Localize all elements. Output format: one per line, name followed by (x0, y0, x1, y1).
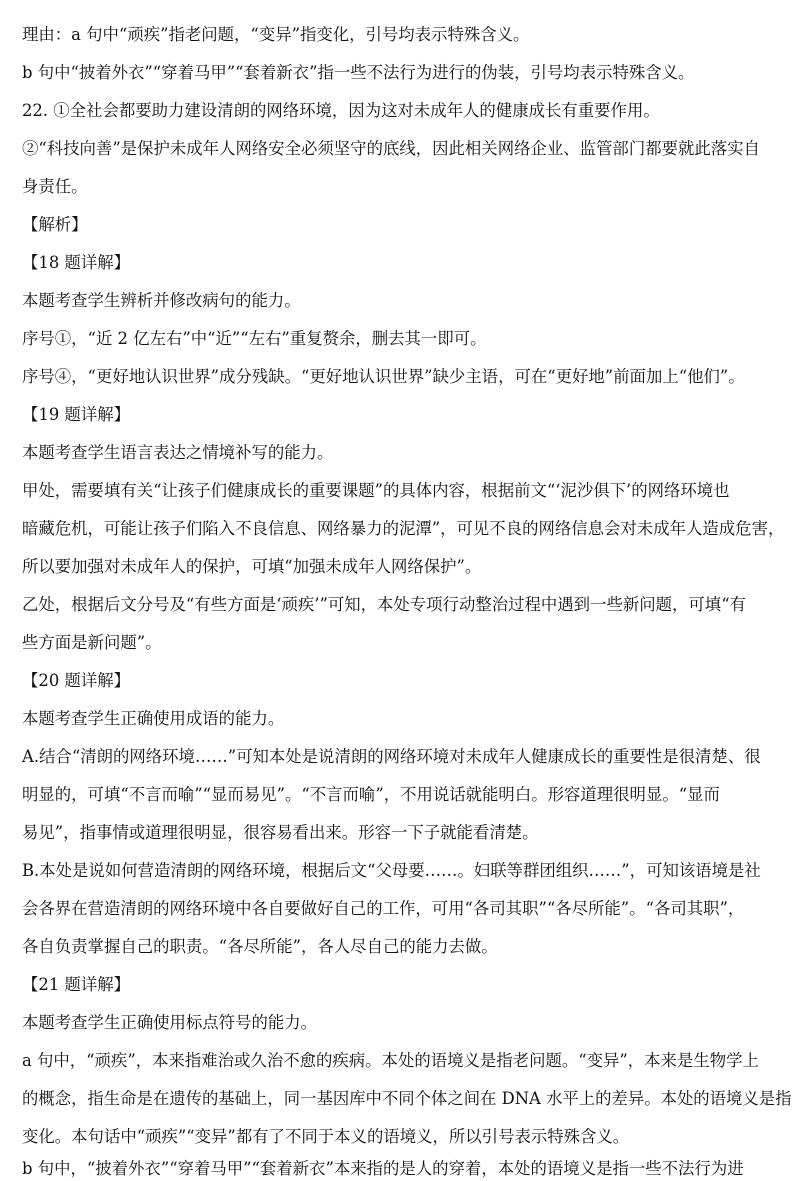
text-line: b 句中，“披着外衣”“穿着马甲”“套着新衣”本来指的是人的穿着，本处的语境义是指一些不法行为进 (22, 1159, 744, 1178)
text-line: 甲处，需要填有关“让孩子们健康成长的重要课题”的具体内容，根据前文“‘泥沙俱下’的网络环境也 (22, 481, 730, 500)
text-line: 序号④，“更好地认识世界”成分残缺。“更好地认识世界”缺少主语，可在“更好地”前面加上“他们”。 (22, 367, 745, 386)
text-line: 本题考查学生语言表达之情境补写的能力。 (22, 443, 334, 462)
text-line: A.结合“清朗的网络环境……”可知本处是说清朗的网络环境对未成年人健康成长的重要性是很清楚、很 (22, 747, 761, 766)
text-line: 易见”，指事情或道理很明显，很容易看出来。形容一下子就能看清楚。 (22, 823, 539, 842)
text-line: 明显的，可填“不言而喻”“显而易见”。“不言而喻”，不用说话就能明白。形容道理很明显。“显而 (22, 785, 720, 804)
text-line: 的概念，指生命是在遗传的基础上，同一基因库中不同个体之间在 DNA 水平上的差异。本处的语境义是指 (22, 1089, 792, 1108)
text-line: 暗藏危机，可能让孩子们陷入不良信息、网络暴力的泥潭”，可见不良的网络信息会对未成年人造成危害， (22, 519, 785, 538)
question-heading: 【19 题详解】 (22, 405, 131, 424)
question-heading: 【18 题详解】 (22, 253, 131, 272)
question-heading: 【20 题详解】 (22, 671, 131, 690)
text-line: 本题考查学生辨析并修改病句的能力。 (22, 291, 301, 310)
text-line: 会各界在营造清朗的网络环境中各自要做好自己的工作，可用“各司其职”“各尽所能”。“各司其职”， (22, 899, 745, 918)
text-line: 本题考查学生正确使用标点符号的能力。 (22, 1013, 318, 1032)
text-line: ②“科技向善”是保护未成年人网络安全必须坚守的底线，因此相关网络企业、监管部门都要就此落实自 (22, 139, 760, 158)
text-line: 变化。本句话中“顽疾”“变异”都有了不同于本义的语境义，所以引号表示特殊含义。 (22, 1127, 630, 1146)
text-line: 理由：a 句中“顽疾”指老问题，“变异”指变化，引号均表示特殊含义。 (22, 25, 530, 44)
text-line: 身责任。 (22, 177, 88, 196)
text-line: B.本处是说如何营造清朗的网络环境，根据后文“父母要……。妇联等群团组织……”，可知该语境是社 (22, 861, 761, 880)
text-line: 序号①，“近 2 亿左右”中“近”“左右”重复赘余，删去其一即可。 (22, 329, 487, 348)
text-line: 本题考查学生正确使用成语的能力。 (22, 709, 285, 728)
text-line: b 句中“披着外衣”“穿着马甲”“套着新衣”指一些不法行为进行的伪装，引号均表示特殊含义。 (22, 63, 695, 82)
text-line: 乙处，根据后文分号及“有些方面是‘顽疾’”可知，本处专项行动整治过程中遇到一些新问题，可填“有 (22, 595, 746, 614)
text-line: 各自负责掌握自己的职责。“各尽所能”，各人尽自己的能力去做。 (22, 937, 498, 956)
text-line: 些方面是新问题”。 (22, 633, 162, 652)
question-heading: 【21 题详解】 (22, 975, 131, 994)
text-line: 22. ①全社会都要助力建设清朗的网络环境，因为这对未成年人的健康成长有重要作用。 (22, 101, 660, 120)
text-line: 所以要加强对未成年人的保护，可填“加强未成年人网络保护”。 (22, 557, 482, 576)
text-line: a 句中，“顽疾”，本来指难治或久治不愈的疾病。本处的语境义是指老问题。“变异”，本来是生物学上 (22, 1051, 759, 1070)
section-label: 【解析】 (22, 215, 88, 234)
